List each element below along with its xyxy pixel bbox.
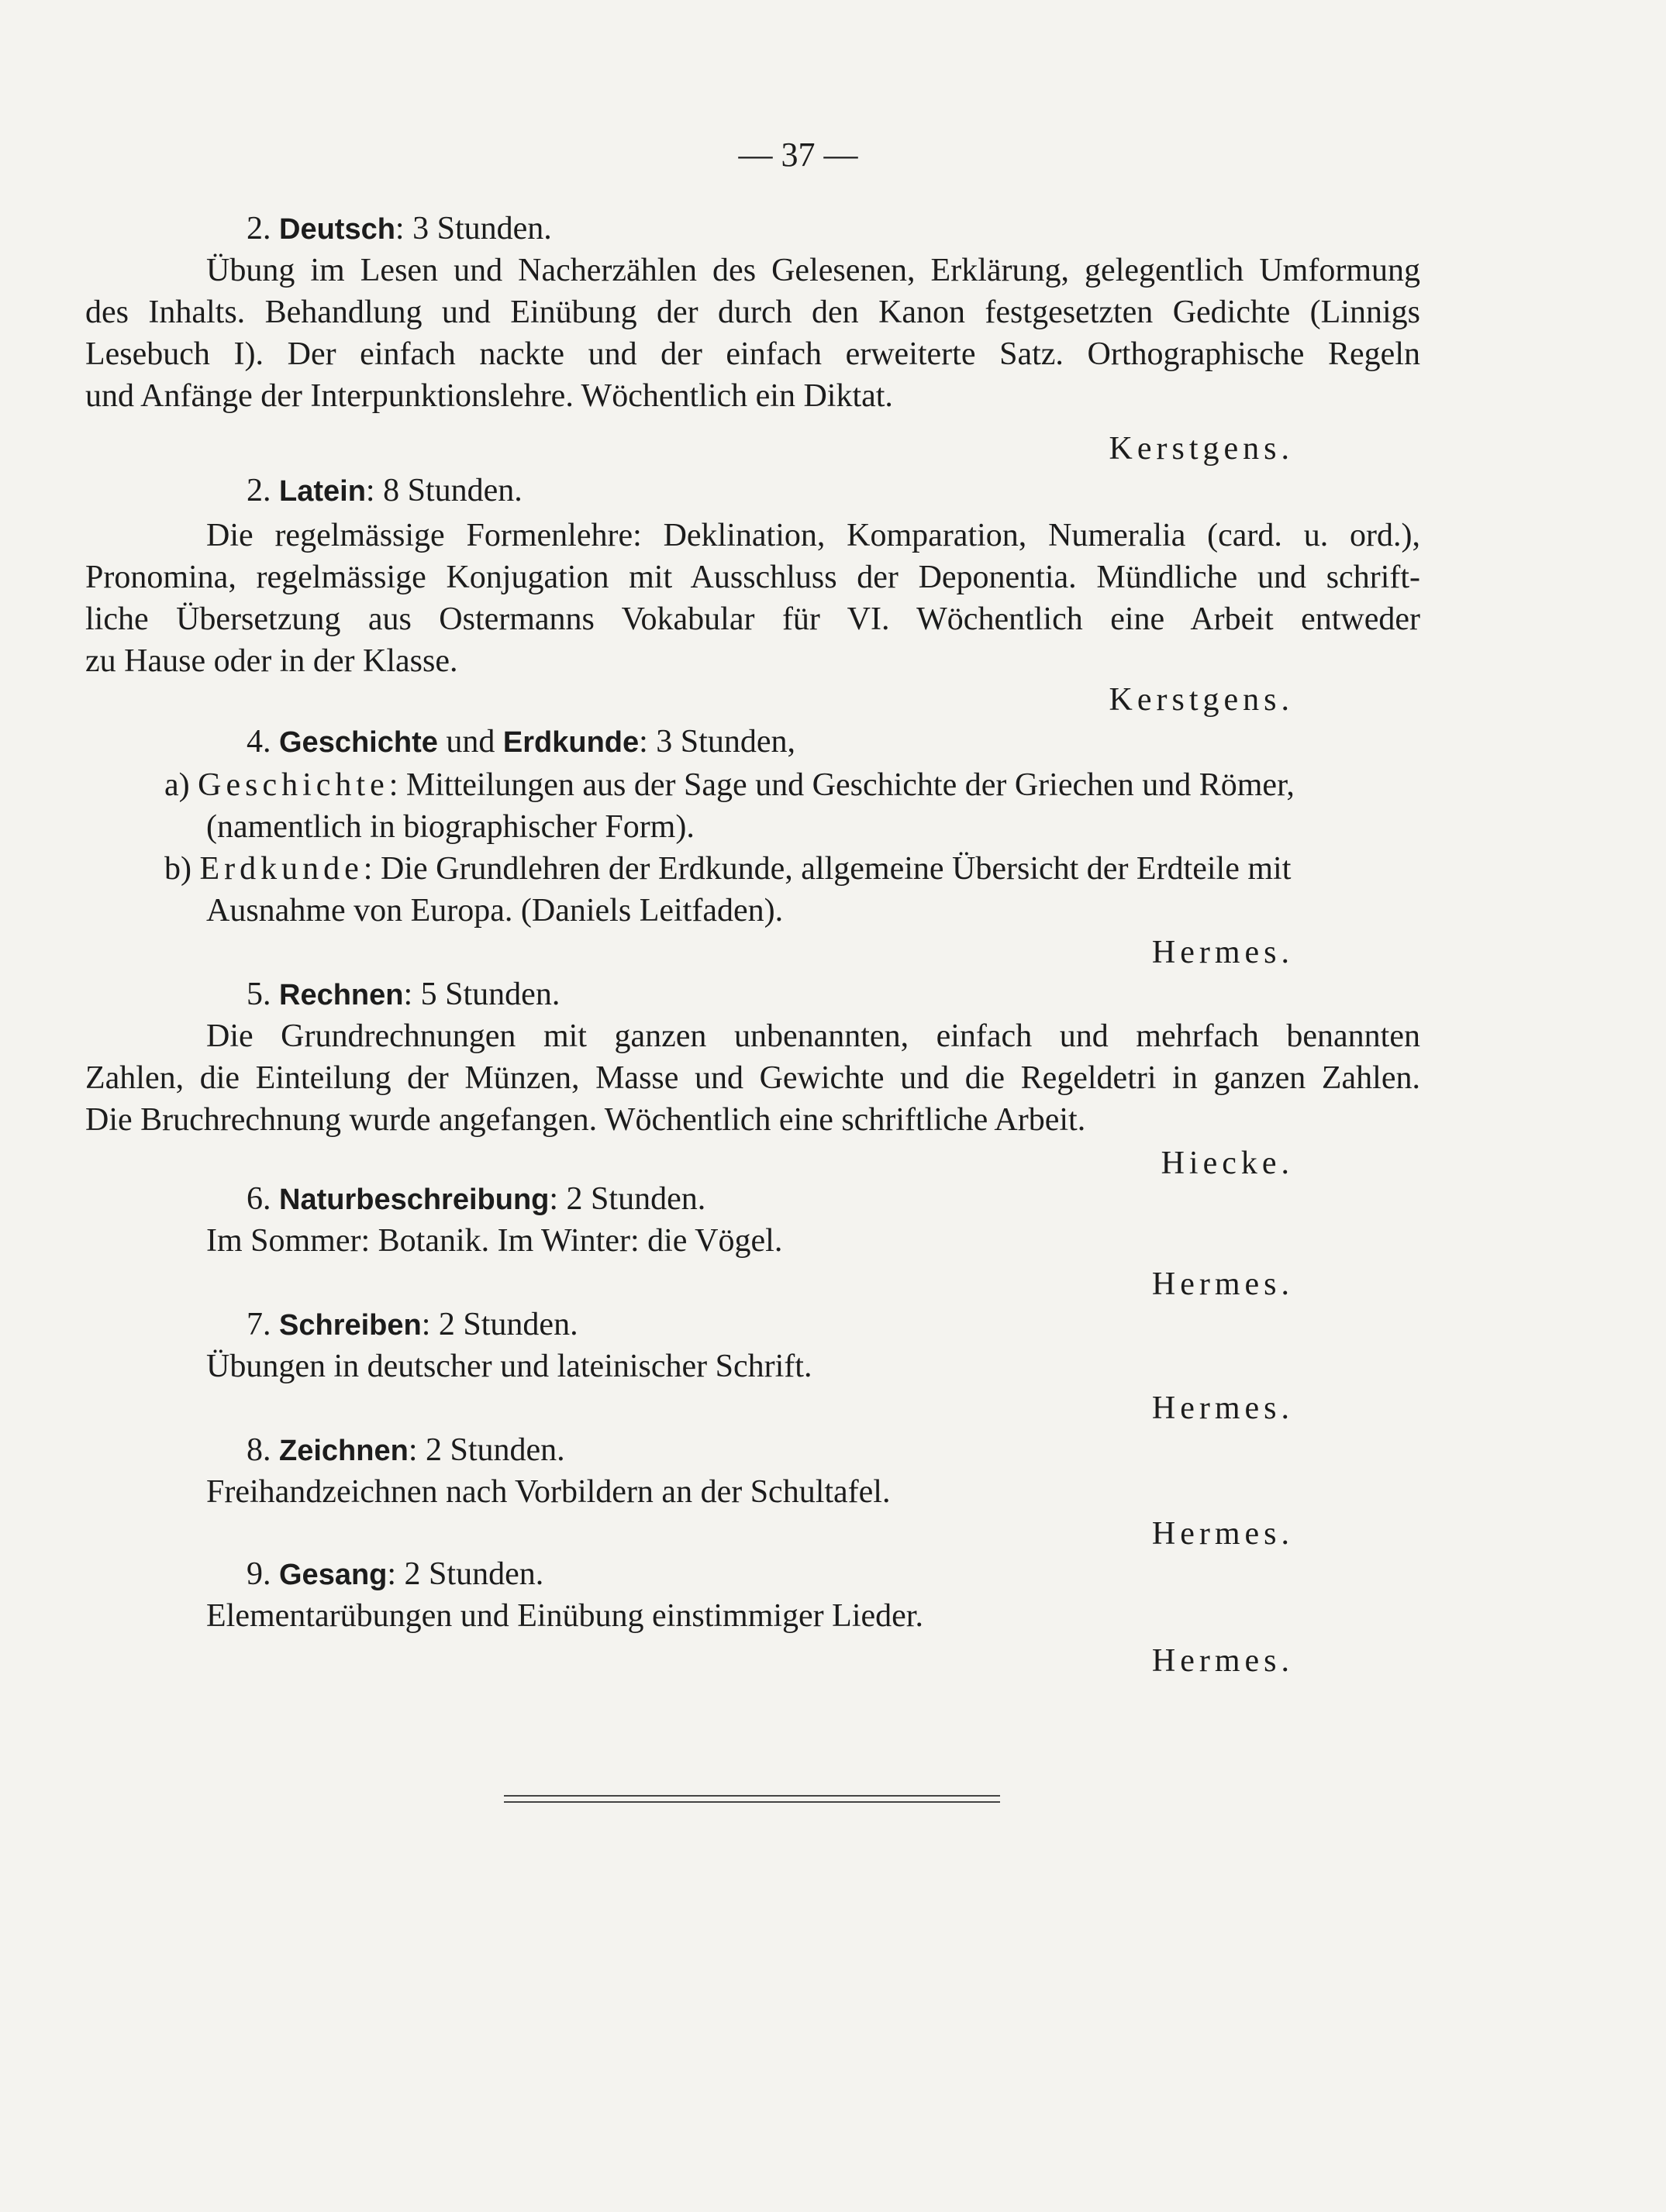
paragraph-line: Lesebuch I). Der einfach nackte und der einfach erweiterte Satz. Orthographische Regeln: [85, 336, 1420, 372]
paragraph-line: Freihandzeichnen nach Vorbildern an der Schultafel.: [206, 1474, 891, 1510]
list-item-continuation: (namentlich in biographischer Form).: [206, 809, 695, 845]
paragraph-line: Elementarübungen und Einübung einstimmiger Lieder.: [206, 1598, 923, 1634]
list-item-geschichte: a) Geschichte: Mitteilungen aus der Sage und Geschichte der Griechen und Römer,: [164, 767, 1295, 803]
heading-latein: 2. Latein: 8 Stunden.: [247, 473, 523, 508]
teacher-signature: Hiecke.: [1161, 1146, 1294, 1181]
paragraph-line: und Anfänge der Interpunktionslehre. Wöchentlich ein Diktat.: [85, 378, 893, 414]
teacher-signature: Hermes.: [1151, 935, 1294, 970]
teacher-signature: Hermes.: [1151, 1643, 1294, 1679]
list-item-erdkunde: b) Erdkunde: Die Grundlehren der Erdkunde, allgemeine Übersicht der Erdteile mit: [164, 851, 1292, 887]
heading-schreiben: 7. Schreiben: 2 Stunden.: [247, 1307, 578, 1342]
heading-naturbeschreibung: 6. Naturbeschreibung: 2 Stunden.: [247, 1181, 706, 1217]
paragraph-line: Zahlen, die Einteilung der Münzen, Masse und Gewichte und die Regeldetri in ganzen Zahlen.: [85, 1060, 1420, 1096]
paragraph-line: Die Grundrechnungen mit ganzen unbenannten, einfach und mehrfach benannten: [206, 1018, 1420, 1054]
heading-rechnen: 5. Rechnen: 5 Stunden.: [247, 977, 561, 1012]
paragraph-line: Im Sommer: Botanik. Im Winter: die Vögel.: [206, 1223, 783, 1259]
teacher-signature: Kerstgens.: [1109, 682, 1294, 718]
paragraph-line: des Inhalts. Behandlung und Einübung der durch den Kanon festgesetzten Gedichte (Linnigs: [85, 295, 1420, 330]
heading-deutsch: 2. Deutsch: 3 Stunden.: [247, 211, 552, 246]
paragraph-line: Übungen in deutscher und lateinischer Schrift.: [206, 1349, 812, 1384]
paragraph-line: Die Bruchrechnung wurde angefangen. Wöchentlich eine schriftliche Arbeit.: [85, 1102, 1086, 1138]
teacher-signature: Hermes.: [1151, 1390, 1294, 1426]
paragraph-line: zu Hause oder in der Klasse.: [85, 643, 458, 679]
paragraph-line: liche Übersetzung aus Ostermanns Vokabular für VI. Wöchentlich eine Arbeit entweder: [85, 601, 1420, 637]
page-number: — 37 —: [738, 136, 858, 174]
teacher-signature: Hermes.: [1151, 1266, 1294, 1302]
heading-geschichte-erdkunde: 4. Geschichte und Erdkunde: 3 Stunden,: [247, 724, 795, 760]
list-item-continuation: Ausnahme von Europa. (Daniels Leitfaden).: [206, 893, 784, 929]
teacher-signature: Hermes.: [1151, 1516, 1294, 1552]
heading-gesang: 9. Gesang: 2 Stunden.: [247, 1556, 544, 1592]
teacher-signature: Kerstgens.: [1109, 431, 1294, 467]
heading-zeichnen: 8. Zeichnen: 2 Stunden.: [247, 1432, 565, 1468]
paragraph-line: Die regelmässige Formenlehre: Deklination, Komparation, Numeralia (card. u. ord.),: [206, 518, 1420, 553]
closing-rule-bottom: [504, 1801, 1000, 1803]
paragraph-line: Pronomina, regelmässige Konjugation mit Ausschluss der Deponentia. Mündliche und schrift-: [85, 560, 1420, 595]
closing-rule-top: [504, 1795, 1000, 1797]
paragraph-line: Übung im Lesen und Nacherzählen des Gelesenen, Erklärung, gelegentlich Umformung: [206, 253, 1420, 288]
